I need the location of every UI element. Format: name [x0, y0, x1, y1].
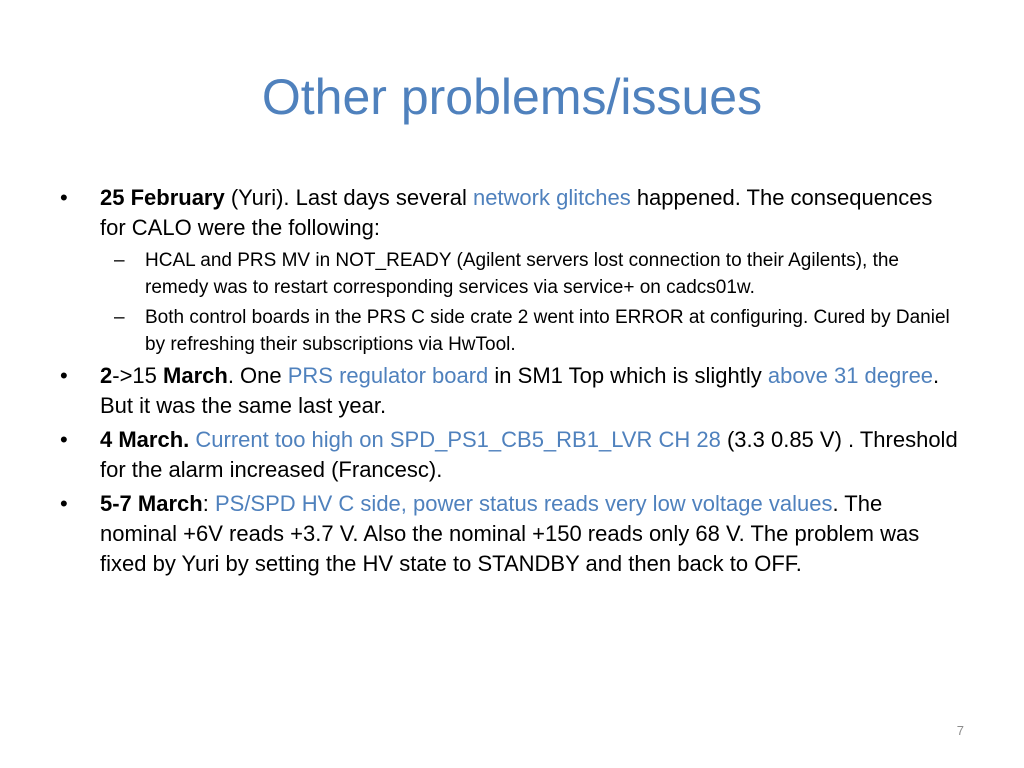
bullet-text: ->15 [112, 363, 164, 388]
sub-bullet-text: HCAL and PRS MV in NOT_READY (Agilent servers lost connection to their Agilents), the remedy was to restart corresponding services via service+ on cadcs01w. [145, 250, 899, 298]
bullet-date: 25 February [100, 185, 225, 210]
bullet-text: . The nominal +6V reads +3.7 V. Also the nominal +150 reads only 68 V. The problem was fixed by Yuri by setting the HV state to STANDBY and then back to OFF. [100, 491, 920, 576]
bullet-date: March [163, 363, 228, 388]
bullet-text: : [202, 491, 215, 516]
bullet-text: (Yuri). Last days several [224, 185, 473, 210]
bullet-item [60, 183, 960, 243]
dash-icon: – [114, 307, 125, 328]
bullet-text: in SM1 Top which is slightly [488, 363, 768, 388]
bullet-date: 4 March. [100, 427, 190, 452]
bullet-date: 2 [100, 363, 113, 388]
highlight-text: PRS regulator board [287, 363, 489, 388]
bullet-icon: • [60, 363, 68, 388]
highlight-text: Current too high on SPD_PS1_CB5_RB1_LVR CH 28 [195, 427, 721, 452]
bullet-date: 5-7 March [100, 491, 203, 516]
slide-content [60, 183, 960, 583]
bullet-item [60, 361, 960, 421]
bullet-text: . One [227, 363, 288, 388]
sub-bullet-item [60, 304, 960, 358]
highlight-text: network glitches [472, 185, 631, 210]
highlight-text: above 31 degree [767, 363, 934, 388]
bullet-item [60, 425, 960, 485]
bullet-text: . But it was the same last year. [100, 363, 940, 418]
bullet-icon: • [60, 491, 68, 516]
bullet-icon: • [60, 427, 68, 452]
dash-icon: – [114, 250, 125, 271]
sub-bullet-item [60, 247, 960, 301]
highlight-text: PS/SPD HV C side, power status reads very low voltage values [214, 491, 833, 516]
bullet-text: (3.3 0.85 V) . Threshold for the alarm increased (Francesc). [100, 427, 958, 482]
bullet-text: happened. The consequences for CALO were the following: [100, 185, 933, 240]
sub-bullet-text: Both control boards in the PRS C side crate 2 went into ERROR at configuring. Cured by Daniel by refreshing their subscriptions via HwTool. [145, 307, 950, 355]
page-number: 7 [956, 723, 964, 738]
bullet-item [60, 489, 960, 579]
slide-title: Other problems/issues [261, 69, 763, 125]
bullet-icon: • [60, 185, 68, 210]
